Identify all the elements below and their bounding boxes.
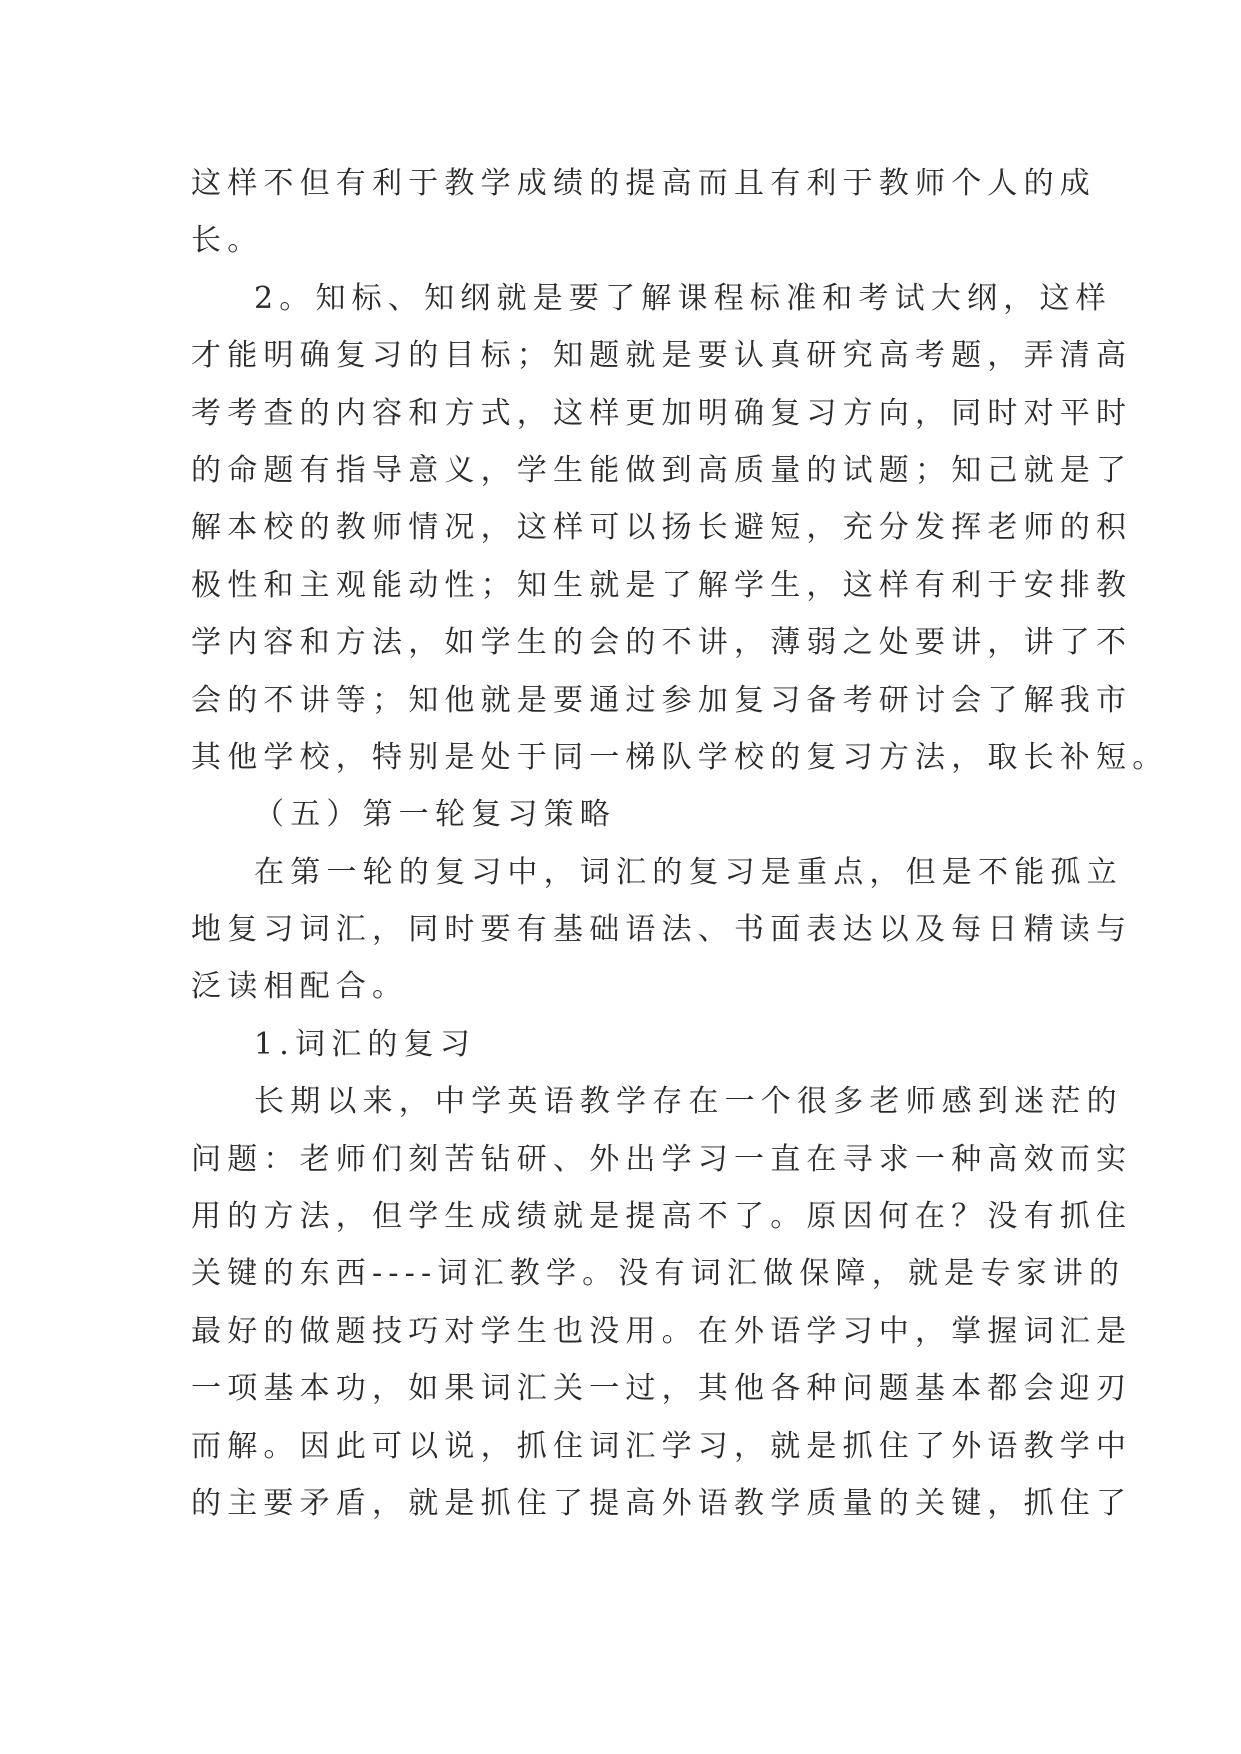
text-line: 长期以来，中学英语教学存在一个很多老师感到迷茫的 — [254, 1084, 1123, 1120]
text-line: 解本校的教师情况，这样可以扬长避短，充分发挥老师的积 — [191, 510, 1133, 546]
text-line: 在第一轮的复习中，词汇的复习是重点，但是不能孤立 — [254, 854, 1123, 890]
text-line: 会的不讲等；知他就是要通过参加复习备考研讨会了解我市 — [191, 682, 1133, 718]
text-line: 泛读相配合。 — [191, 969, 409, 1005]
section-heading: （五）第一轮复习策略 — [254, 797, 616, 833]
text-line: 问题：老师们刻苦钻研、外出学习一直在寻求一种高效而实 — [191, 1141, 1133, 1177]
subsection-heading: 1.词汇的复习 — [254, 1026, 477, 1062]
text-line: 学内容和方法，如学生的会的不讲，薄弱之处要讲，讲了不 — [191, 625, 1133, 661]
text-line: 的命题有指导意义，学生能做到高质量的试题；知己就是了 — [191, 452, 1133, 488]
text-line: 极性和主观能动性；知生就是了解学生，这样有利于安排教 — [191, 567, 1133, 603]
text-line: 2。知标、知纲就是要了解课程标准和考试大纲，这样 — [254, 280, 1112, 316]
text-line: 地复习词汇，同时要有基础语法、书面表达以及每日精读与 — [191, 912, 1133, 948]
text-line: 的主要矛盾，就是抓住了提高外语教学质量的关键，抓住了 — [191, 1485, 1133, 1521]
text-line: 才能明确复习的目标；知题就是要认真研究高考题，弄清高 — [191, 338, 1133, 374]
text-line: 最好的做题技巧对学生也没用。在外语学习中，掌握词汇是 — [191, 1313, 1133, 1349]
text-line: 其他学校，特别是处于同一梯队学校的复习方法，取长补短。 — [191, 739, 1169, 775]
text-line: 这样不但有利于教学成绩的提高而且有利于教师个人的成 — [191, 166, 1096, 201]
text-line: 长。 — [191, 223, 264, 259]
text-line: 考考查的内容和方式，这样更加明确复习方向，同时对平时 — [191, 395, 1133, 431]
text-line: 用的方法，但学生成绩就是提高不了。原因何在？没有抓住 — [191, 1199, 1133, 1235]
text-line: 关键的东西----词汇教学。没有词汇做保障，就是专家讲的 — [191, 1256, 1126, 1292]
text-line: 而解。因此可以说，抓住词汇学习，就是抓住了外语教学中 — [191, 1428, 1133, 1464]
body-text — [191, 155, 1169, 1532]
text-line: 一项基本功，如果词汇关一过，其他各种问题基本都会迎刃 — [191, 1371, 1133, 1407]
